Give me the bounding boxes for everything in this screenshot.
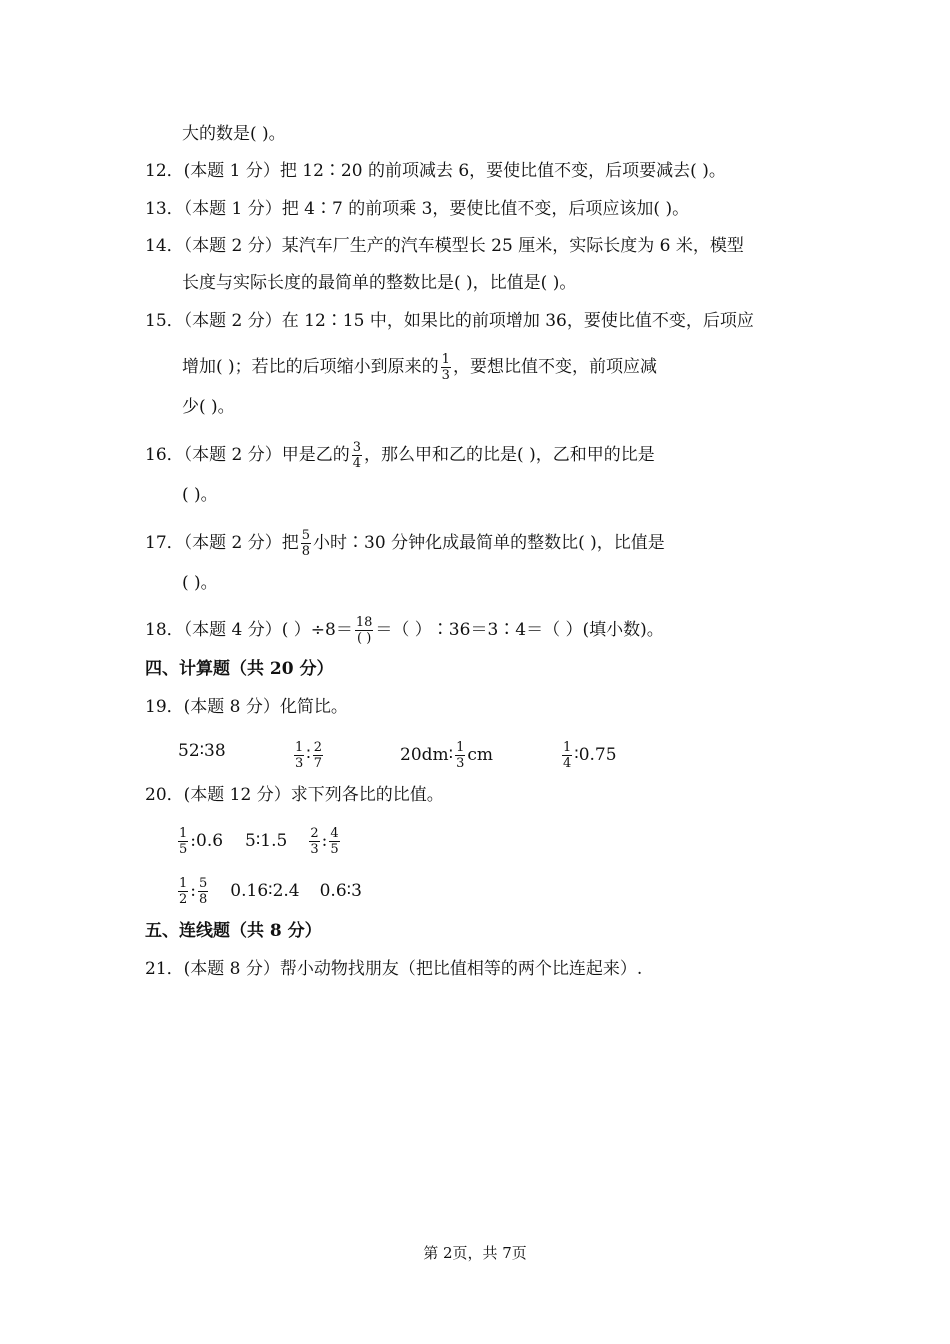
q18-text-b: ＝（ ）∶36＝3∶4＝（ ）(填小数)。 (375, 620, 664, 640)
q16-text-a2: ，那么甲和乙的比是( )，乙和甲的比是 (364, 445, 655, 465)
q19-item-3 (400, 740, 493, 771)
q21-text: 21．(本题 8 分）帮小动物找朋友（把比值相等的两个比连起来）. (145, 959, 643, 979)
ratio-sign: ∶ (306, 745, 311, 765)
question-17-line2 (182, 572, 218, 594)
fraction-18-over-blank: $\frac{18}{( )}$ (355, 615, 373, 646)
question-14-line1 (145, 235, 744, 257)
q13-text: 13．（本题 1 分）把 4∶7 的前项乘 3，要使比值不变，后项应该加( )。 (145, 199, 690, 219)
fraction-five-eighths: $\frac{5}{8}$ (199, 876, 208, 907)
q15-text-a: 15．（本题 2 分）在 12∶15 中，如果比的前项增加 36，要使比值不变，后项应 (145, 311, 754, 331)
q19-item-2 (292, 740, 325, 771)
q17-text-a2: 小时∶30 分钟化成最简单的整数比( )，比值是 (313, 533, 665, 553)
page-footer (0, 1242, 950, 1263)
q20-ratio-1: :0.6 (190, 831, 224, 851)
ratio-sign: : (190, 881, 197, 901)
fraction-one-half: $\frac{1}{2}$ (179, 876, 188, 907)
q15-text-b1: 增加( )；若比的后项缩小到原来的 (182, 357, 439, 377)
fraction-two-thirds: $\frac{2}{3}$ (310, 826, 319, 857)
q15-text-c: 少( )。 (182, 397, 235, 417)
q12-text: 12．(本题 1 分）把 12∶20 的前项减去 6，要使比值不变，后项要减去( )。 (145, 161, 726, 181)
question-15-line1 (145, 310, 754, 332)
q19-ratio-3b: cm (467, 745, 493, 765)
q11-text: 大的数是( )。 (182, 124, 286, 144)
q15-text-b2: ，要想比值不变，前项应减 (452, 357, 657, 377)
q19-ratio-3a: 20dm∶ (400, 745, 454, 765)
q20-ratio-6: 0.6∶3 (319, 881, 362, 901)
question-20 (145, 784, 444, 806)
question-19 (145, 696, 348, 718)
q14-text-b: 长度与实际长度的最简单的整数比是( )，比值是( )。 (182, 273, 577, 293)
q20-text: 20．(本题 12 分）求下列各比的比值。 (145, 785, 444, 805)
question-15-line3 (182, 396, 235, 418)
q18-text-a: 18．（本题 4 分）( ）÷8＝ (145, 620, 353, 640)
ratio-sign: : (321, 831, 328, 851)
q20-row-2 (176, 876, 362, 907)
q16-text-a1: 16．（本题 2 分）甲是乙的 (145, 445, 350, 465)
fraction-four-fifths: $\frac{4}{5}$ (330, 826, 339, 857)
section-5-title: 五、连线题（共 8 分） (145, 921, 322, 941)
q17-text-a1: 17．（本题 2 分）把 (145, 533, 299, 553)
fraction-two-sevenths: $\frac{2}{7}$ (313, 740, 322, 771)
fraction-one-third: $\frac{1}{3}$ (441, 352, 450, 383)
q17-text-b: ( )。 (182, 573, 218, 593)
question-16-line2 (182, 484, 218, 506)
q19-ratio-4: ∶0.75 (574, 745, 617, 765)
q19-ratio-1: 52∶38 (178, 741, 226, 761)
section-5-heading (145, 920, 322, 942)
fraction-one-third: $\frac{1}{3}$ (295, 740, 304, 771)
q19-item-4 (560, 740, 617, 771)
question-21 (145, 958, 642, 980)
fraction-one-third: $\frac{1}{3}$ (456, 740, 465, 771)
page-number: 第 2页，共 7页 (423, 1244, 527, 1262)
q11-continuation (182, 123, 286, 145)
q20-row-1 (176, 826, 342, 857)
question-14-line2 (182, 272, 576, 294)
question-13 (145, 198, 689, 220)
fraction-five-eighths: $\frac{5}{8}$ (301, 528, 311, 559)
fraction-three-fourths: $\frac{3}{4}$ (352, 440, 362, 471)
q20-ratio-5: 0.16∶2.4 (230, 881, 300, 901)
question-15-line2 (182, 352, 657, 383)
question-12 (145, 160, 726, 182)
fraction-one-fourth: $\frac{1}{4}$ (563, 740, 572, 771)
q19-text: 19．(本题 8 分）化简比。 (145, 697, 348, 717)
question-16-line1 (145, 440, 655, 471)
question-18 (145, 615, 664, 646)
fraction-one-fifth: $\frac{1}{5}$ (179, 826, 188, 857)
section-4-heading (145, 658, 334, 680)
section-4-title: 四、计算题（共 20 分） (145, 659, 334, 679)
q19-item-1 (178, 740, 226, 762)
q16-text-b: ( )。 (182, 485, 218, 505)
q20-ratio-2: 5∶1.5 (245, 831, 288, 851)
question-17-line1 (145, 528, 665, 559)
q14-text-a: 14．（本题 2 分）某汽车厂生产的汽车模型长 25 厘米，实际长度为 6 米，模型 (145, 236, 744, 256)
